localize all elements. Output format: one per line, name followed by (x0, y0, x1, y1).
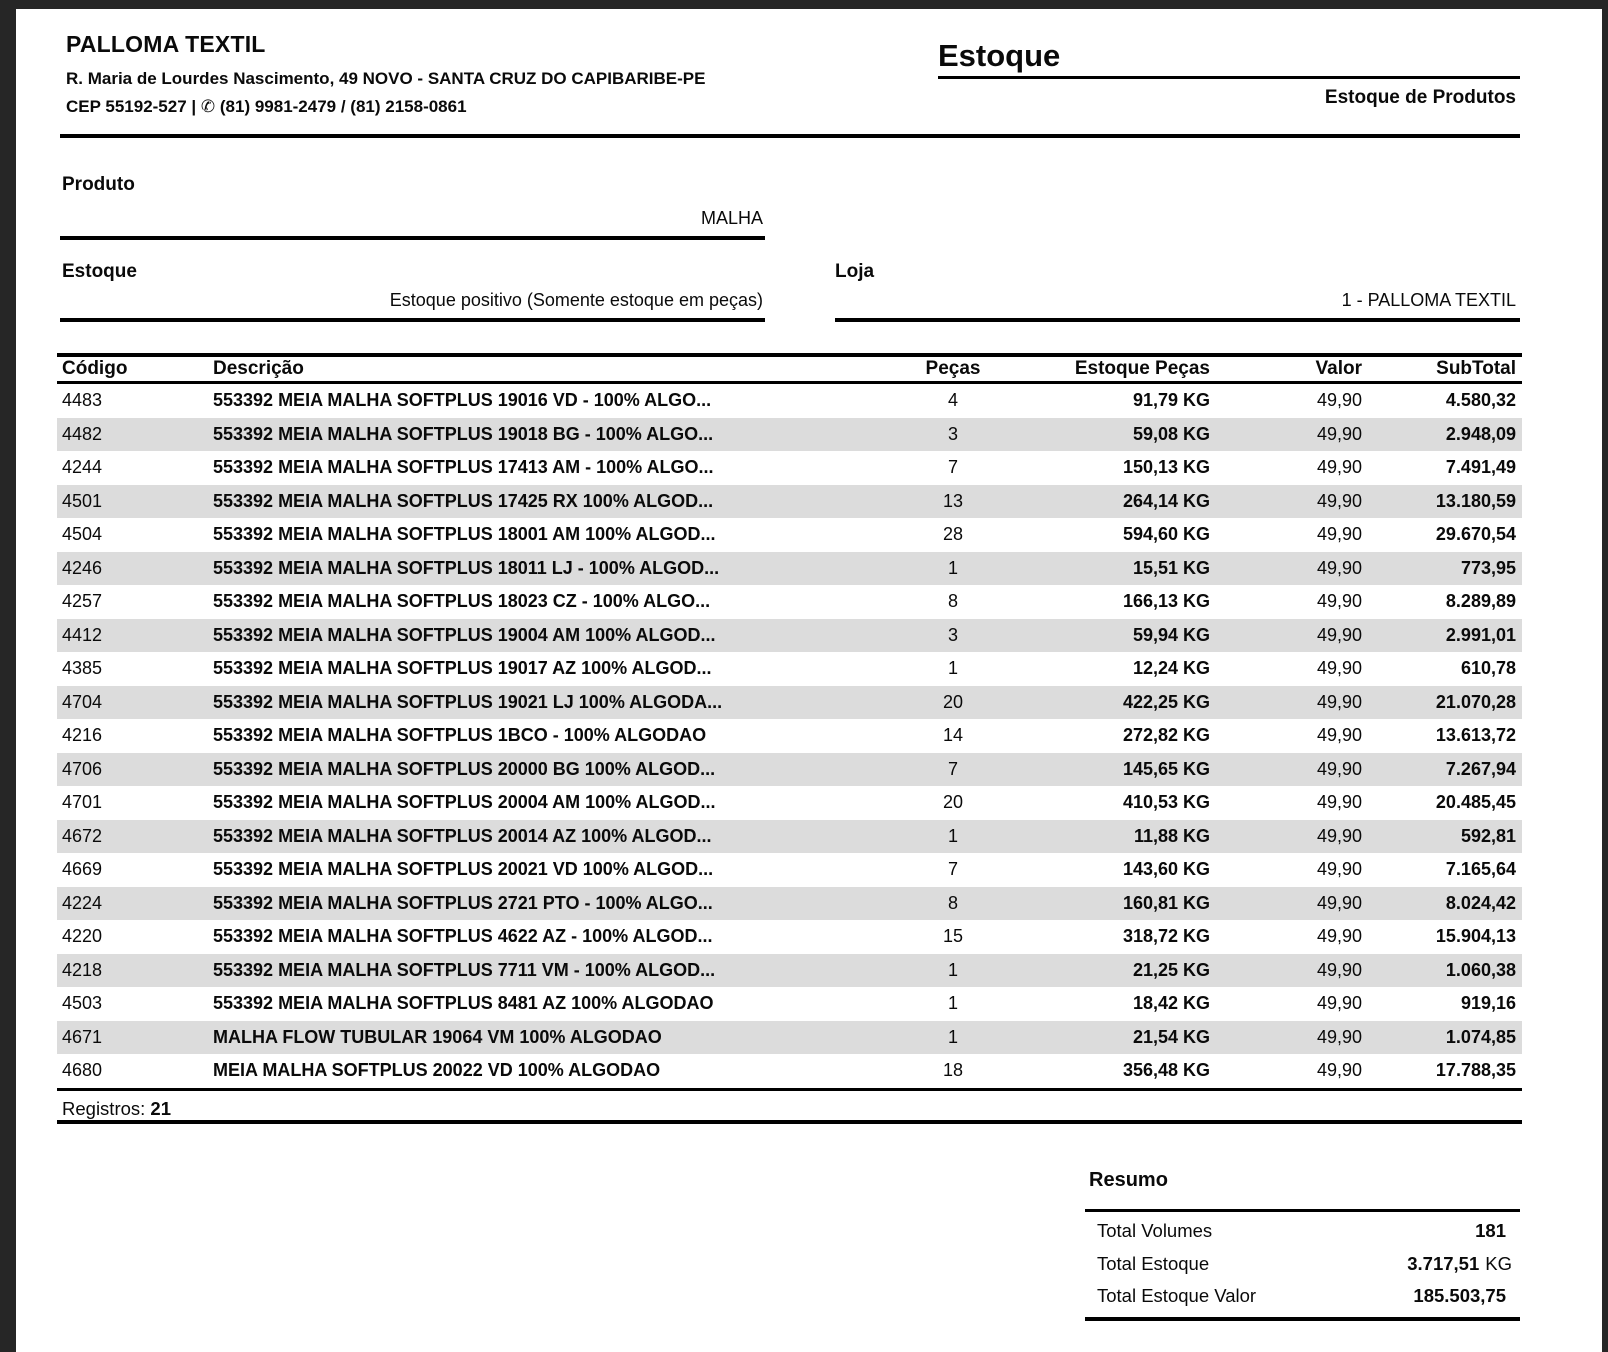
cell-estoque-pecas: 150,13 KG (1122, 457, 1210, 478)
cell-descricao: 553392 MEIA MALHA SOFTPLUS 20014 AZ 100% ALGOD... (213, 825, 712, 846)
cell-estoque-pecas: 12,24 KG (1132, 658, 1210, 679)
cell-valor: 49,90 (1316, 591, 1362, 612)
cell-valor: 49,90 (1316, 825, 1362, 846)
cell-valor: 49,90 (1316, 457, 1362, 478)
cell-valor: 49,90 (1316, 792, 1362, 813)
col-header-descricao: Descrição (213, 358, 304, 379)
cell-descricao: 553392 MEIA MALHA SOFTPLUS 20004 AM 100% ALGOD... (213, 792, 716, 813)
cell-estoque-pecas: 59,94 KG (1132, 624, 1210, 645)
cell-codigo: 4671 (62, 1026, 103, 1047)
table-row (57, 552, 1522, 586)
table-row (57, 652, 1522, 686)
company-phones: (81) 9981-2479 / (81) 2158-0861 (219, 97, 467, 116)
cell-codigo: 4504 (62, 524, 103, 545)
cell-estoque-pecas: 18,42 KG (1132, 993, 1210, 1014)
cell-estoque-pecas: 272,82 KG (1122, 725, 1210, 746)
cell-valor: 49,90 (1316, 892, 1362, 913)
cell-codigo: 4246 (62, 557, 103, 578)
resumo-row-estoque (1085, 1248, 1520, 1281)
table-header-row (57, 357, 1522, 384)
cell-pecas: 13 (942, 490, 964, 511)
table-row (57, 451, 1522, 485)
cell-codigo: 4483 (62, 390, 103, 411)
cell-codigo: 4216 (62, 725, 103, 746)
cell-valor: 49,90 (1316, 758, 1362, 779)
cell-valor: 49,90 (1316, 993, 1362, 1014)
cell-pecas: 4 (947, 390, 958, 411)
cell-estoque-pecas: 59,08 KG (1132, 423, 1210, 444)
cell-valor: 49,90 (1316, 926, 1362, 947)
cell-subtotal: 15.904,13 (1435, 926, 1516, 947)
cell-estoque-pecas: 166,13 KG (1122, 591, 1210, 612)
cell-subtotal: 21.070,28 (1435, 691, 1516, 712)
cell-descricao: 553392 MEIA MALHA SOFTPLUS 4622 AZ - 100% ALGOD... (213, 926, 713, 947)
cell-descricao: 553392 MEIA MALHA SOFTPLUS 19021 LJ 100% ALGODA... (213, 691, 723, 712)
table-row (57, 987, 1522, 1021)
resumo-value: 3.717,51 (1407, 1252, 1480, 1274)
cell-estoque-pecas: 594,60 KG (1122, 524, 1210, 545)
cell-subtotal: 1.074,85 (1445, 1026, 1516, 1047)
cell-pecas: 15 (942, 926, 964, 947)
resumo-row-valor (1085, 1280, 1520, 1313)
cell-codigo: 4672 (62, 825, 103, 846)
cell-subtotal: 17.788,35 (1435, 1060, 1516, 1081)
resumo-suffix: KG (1485, 1252, 1512, 1274)
report-page (16, 9, 1602, 1352)
col-header-codigo: Código (62, 358, 128, 379)
produto-label: Produto (62, 174, 135, 195)
cell-codigo: 4501 (62, 490, 103, 511)
cell-estoque-pecas: 264,14 KG (1122, 490, 1210, 511)
cell-estoque-pecas: 356,48 KG (1122, 1060, 1210, 1081)
cell-descricao: 553392 MEIA MALHA SOFTPLUS 18001 AM 100% ALGOD... (213, 524, 716, 545)
cell-codigo: 4482 (62, 423, 103, 444)
table-row (57, 418, 1522, 452)
table-row (57, 619, 1522, 653)
table-row (57, 920, 1522, 954)
cell-codigo: 4680 (62, 1060, 103, 1081)
cell-valor: 49,90 (1316, 691, 1362, 712)
cell-pecas: 18 (942, 1060, 964, 1081)
table-row (57, 1054, 1522, 1088)
cell-subtotal: 919,16 (1460, 993, 1516, 1014)
cell-pecas: 20 (942, 691, 964, 712)
registros-count: 21 (150, 1097, 171, 1119)
resumo-value: 181 (1475, 1220, 1506, 1242)
resumo-title: Resumo (1089, 1169, 1168, 1191)
table-row (57, 585, 1522, 619)
company-header (66, 31, 705, 117)
table-row (57, 384, 1522, 418)
cell-estoque-pecas: 160,81 KG (1122, 892, 1210, 913)
company-name: PALLOMA TEXTIL (66, 31, 266, 57)
cell-pecas: 28 (942, 524, 964, 545)
cell-descricao: 553392 MEIA MALHA SOFTPLUS 1BCO - 100% ALGODAO (213, 725, 707, 746)
table-row (57, 786, 1522, 820)
registros-row (57, 1088, 1522, 1124)
cell-estoque-pecas: 21,54 KG (1132, 1026, 1210, 1047)
col-header-pecas: Peças (925, 358, 981, 379)
cell-pecas: 1 (947, 658, 958, 679)
cell-descricao: 553392 MEIA MALHA SOFTPLUS 19016 VD - 100% ALGO... (213, 390, 712, 411)
table-row (57, 753, 1522, 787)
cell-subtotal: 610,78 (1460, 658, 1516, 679)
cell-valor: 49,90 (1316, 557, 1362, 578)
col-header-estoque-pecas: Estoque Peças (1074, 358, 1210, 379)
cell-pecas: 1 (947, 993, 958, 1014)
cell-pecas: 7 (947, 457, 958, 478)
cell-subtotal: 8.024,42 (1445, 892, 1516, 913)
cell-estoque-pecas: 145,65 KG (1122, 758, 1210, 779)
cell-descricao: 553392 MEIA MALHA SOFTPLUS 20021 VD 100% ALGOD... (213, 859, 714, 880)
cell-codigo: 4704 (62, 691, 103, 712)
cell-codigo: 4701 (62, 792, 103, 813)
cell-subtotal: 13.180,59 (1435, 490, 1516, 511)
cell-estoque-pecas: 91,79 KG (1132, 390, 1210, 411)
cell-pecas: 14 (942, 725, 964, 746)
report-title-block (938, 39, 1520, 109)
cell-valor: 49,90 (1316, 1060, 1362, 1081)
cell-estoque-pecas: 15,51 KG (1132, 557, 1210, 578)
phone-icon: ✆ (200, 97, 216, 116)
cell-codigo: 4244 (62, 457, 103, 478)
resumo-section (1085, 1169, 1520, 1321)
cell-codigo: 4224 (62, 892, 103, 913)
cell-descricao: 553392 MEIA MALHA SOFTPLUS 17425 RX 100% ALGOD... (213, 490, 714, 511)
table-row (57, 853, 1522, 887)
cell-codigo: 4218 (62, 959, 103, 980)
cell-pecas: 3 (947, 423, 958, 444)
cell-valor: 49,90 (1316, 959, 1362, 980)
cell-estoque-pecas: 318,72 KG (1122, 926, 1210, 947)
cell-subtotal: 20.485,45 (1435, 792, 1516, 813)
page-title: Estoque (938, 38, 1061, 73)
cell-codigo: 4220 (62, 926, 103, 947)
cell-descricao: MALHA FLOW TUBULAR 19064 VM 100% ALGODAO (213, 1026, 662, 1047)
table-row (57, 820, 1522, 854)
cell-descricao: 553392 MEIA MALHA SOFTPLUS 17413 AM - 100% ALGO... (213, 457, 714, 478)
cell-subtotal: 7.165,64 (1445, 859, 1516, 880)
cell-descricao: 553392 MEIA MALHA SOFTPLUS 20000 BG 100% ALGOD... (213, 758, 716, 779)
cell-valor: 49,90 (1316, 524, 1362, 545)
cell-subtotal: 29.670,54 (1435, 524, 1516, 545)
company-address: R. Maria de Lourdes Nascimento, 49 NOVO - SANTA CRUZ DO CAPIBARIBE-PE (66, 69, 706, 88)
cell-descricao: 553392 MEIA MALHA SOFTPLUS 18011 LJ - 100% ALGOD... (213, 557, 720, 578)
cell-codigo: 4257 (62, 591, 103, 612)
cell-descricao: 553392 MEIA MALHA SOFTPLUS 2721 PTO - 100% ALGO... (213, 892, 713, 913)
cell-codigo: 4503 (62, 993, 103, 1014)
resumo-body (1085, 1209, 1520, 1321)
cell-subtotal: 2.991,01 (1445, 624, 1516, 645)
table-row (57, 954, 1522, 988)
cell-pecas: 1 (947, 557, 958, 578)
header-divider (60, 134, 1520, 138)
cell-descricao: 553392 MEIA MALHA SOFTPLUS 19018 BG - 100% ALGO... (213, 423, 714, 444)
cell-pecas: 8 (947, 892, 958, 913)
cell-valor: 49,90 (1316, 725, 1362, 746)
cell-subtotal: 7.267,94 (1445, 758, 1516, 779)
cell-subtotal: 4.580,32 (1445, 390, 1516, 411)
cell-descricao: MEIA MALHA SOFTPLUS 20022 VD 100% ALGODAO (213, 1060, 661, 1081)
estoque-label: Estoque (62, 261, 137, 282)
cell-codigo: 4385 (62, 658, 103, 679)
table-row (57, 686, 1522, 720)
cell-estoque-pecas: 410,53 KG (1122, 792, 1210, 813)
resumo-label: Total Estoque (1097, 1252, 1210, 1274)
cell-valor: 49,90 (1316, 390, 1362, 411)
cell-valor: 49,90 (1316, 859, 1362, 880)
cell-valor: 49,90 (1316, 423, 1362, 444)
table-row (57, 887, 1522, 921)
cell-estoque-pecas: 422,25 KG (1122, 691, 1210, 712)
cell-subtotal: 13.613,72 (1435, 725, 1516, 746)
cell-descricao: 553392 MEIA MALHA SOFTPLUS 7711 VM - 100% ALGOD... (213, 959, 716, 980)
stock-table (57, 353, 1522, 1124)
cell-codigo: 4706 (62, 758, 103, 779)
cell-valor: 49,90 (1316, 1026, 1362, 1047)
cell-descricao: 553392 MEIA MALHA SOFTPLUS 8481 AZ 100% ALGODAO (213, 993, 714, 1014)
cell-codigo: 4669 (62, 859, 103, 880)
page-subtitle: Estoque de Produtos (1324, 87, 1516, 108)
col-header-subtotal: SubTotal (1436, 358, 1516, 379)
table-row (57, 719, 1522, 753)
cell-pecas: 7 (947, 859, 958, 880)
cell-pecas: 7 (947, 758, 958, 779)
cell-pecas: 8 (947, 591, 958, 612)
title-underline (938, 76, 1520, 79)
estoque-field: Estoque positivo (Somente estoque em peças) (60, 287, 765, 322)
cell-subtotal: 773,95 (1460, 557, 1516, 578)
cell-subtotal: 7.491,49 (1445, 457, 1516, 478)
col-header-valor: Valor (1315, 358, 1362, 379)
resumo-label: Total Volumes (1097, 1220, 1213, 1242)
cell-subtotal: 8.289,89 (1445, 591, 1516, 612)
company-cep: CEP 55192-527 | (66, 97, 197, 116)
cell-valor: 49,90 (1316, 658, 1362, 679)
cell-pecas: 20 (942, 792, 964, 813)
resumo-row-volumes (1085, 1215, 1520, 1248)
cell-codigo: 4412 (62, 624, 103, 645)
cell-subtotal: 1.060,38 (1445, 959, 1516, 980)
cell-subtotal: 2.948,09 (1445, 423, 1516, 444)
cell-valor: 49,90 (1316, 624, 1362, 645)
table-body (57, 384, 1522, 1088)
cell-pecas: 1 (947, 825, 958, 846)
table-row (57, 485, 1522, 519)
loja-label: Loja (835, 261, 875, 282)
loja-field: 1 - PALLOMA TEXTIL (835, 287, 1520, 322)
cell-valor: 49,90 (1316, 490, 1362, 511)
cell-pecas: 3 (947, 624, 958, 645)
cell-estoque-pecas: 143,60 KG (1122, 859, 1210, 880)
company-contact (66, 97, 705, 117)
cell-pecas: 1 (947, 1026, 958, 1047)
cell-descricao: 553392 MEIA MALHA SOFTPLUS 19004 AM 100% ALGOD... (213, 624, 716, 645)
resumo-value: 185.503,75 (1413, 1285, 1506, 1307)
registros-label: Registros: (62, 1097, 146, 1119)
cell-estoque-pecas: 21,25 KG (1132, 959, 1210, 980)
resumo-label: Total Estoque Valor (1097, 1285, 1257, 1307)
produto-field: MALHA (60, 205, 765, 240)
cell-subtotal: 592,81 (1460, 825, 1516, 846)
cell-estoque-pecas: 11,88 KG (1133, 825, 1210, 846)
table-row (57, 518, 1522, 552)
table-row (57, 1021, 1522, 1055)
cell-pecas: 1 (947, 959, 958, 980)
cell-descricao: 553392 MEIA MALHA SOFTPLUS 19017 AZ 100% ALGOD... (213, 658, 712, 679)
cell-descricao: 553392 MEIA MALHA SOFTPLUS 18023 CZ - 100% ALGO... (213, 591, 711, 612)
